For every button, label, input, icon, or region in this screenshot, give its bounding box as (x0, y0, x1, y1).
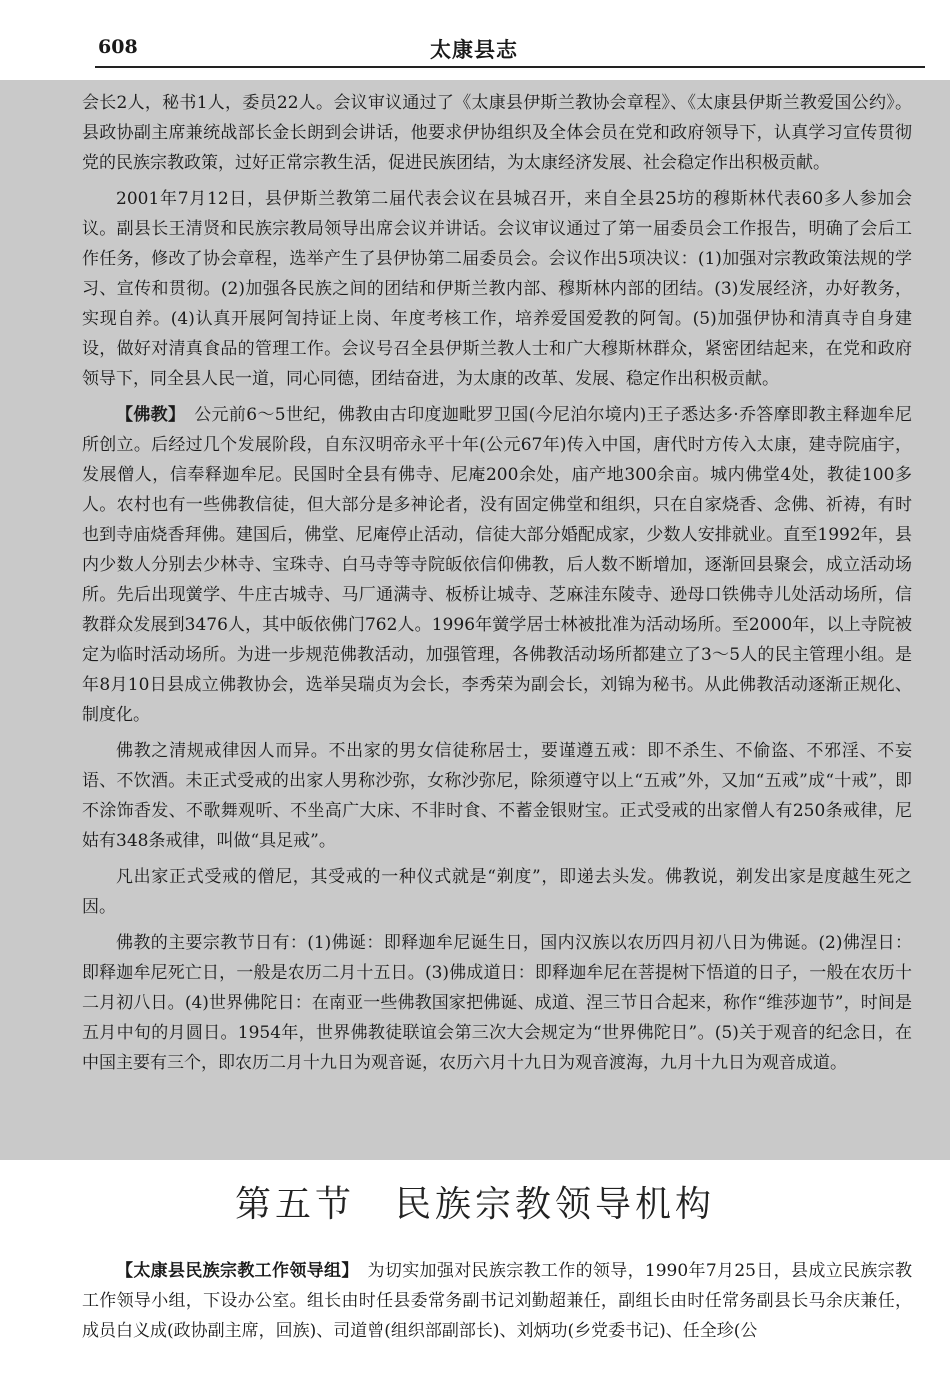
paragraph-islam-second-congress: 2001年7月12日，县伊斯兰教第二届代表会议在县城召开，来自全县25坊的穆斯林代表60多人参加会议。副县长王清贤和民族宗教局领导出席会议并讲话。会议审议通过了第一届委员会工作报告，明确了会后工作任务，修改了协会章程，选举产生了县伊协第二届委员会。会议作出5项决议：(1)加强对宗教政策法规的学习、宣传和贯彻。(2)加强各民族之间的团结和伊斯兰教内部、穆斯林内部的团结。(3)发展经济，办好教务，实现自养。(4)认真开展阿訇持证上岗、年度考核工作，培养爱国爱教的阿訇。(5)加强伊协和清真寺自身建设，做好对清真食品的管理工作。会议号召全县伊斯兰教人士和广大穆斯林群众，紧密团结起来，在党和政府领导下，同全县人民一道，同心同德，团结奋进，为太康的改革、发展、稳定作出积极贡献。 (82, 189, 912, 389)
paragraph-buddhism-precepts: 佛教之清规戒律因人而异。不出家的男女信徒称居士，要谨遵五戒：即不杀生、不偷盗、不邪淫、不妄语、不饮酒。未正式受戒的出家人男称沙弥，女称沙弥尼，除须遵守以上“五戒”外，又加“五戒”成“十戒”，即不涂饰香发、不歌舞观听、不坐高广大床、不非时食、不蓄金银财宝。正式受戒的出家僧人有250条戒律，尼姑有348条戒律，叫做“具足戒”。 (82, 741, 912, 851)
leadership-group-body: 为切实加强对民族宗教工作的领导，1990年7月25日，县成立民族宗教工作领导小组，下设办公室。组长由时任县委常务副书记刘勤超兼任，副组长由时任常务副县长马余庆兼任，成员白义成(政协副主席，回族)、司道曾(组织部副部长)、刘炳功(乡党委书记)、任全珍(公 (82, 1261, 912, 1341)
buddhism-intro-text: 公元前6～5世纪，佛教由古印度迦毗罗卫国(今尼泊尔境内)王子悉达多·乔答摩即教主释迦牟尼所创立。后经过几个发展阶段，自东汉明帝永平十年(公元67年)传入中国，唐代时方传入太康，建寺院庙宇，发展僧人，信奉释迦牟尼。民国时全县有佛寺、尼庵200余处，庙产地300余亩。城内佛堂4处，教徒100多人。农村也有一些佛教信徒，但大部分是多神论者，没有固定佛堂和组织，只在自家烧香、念佛、祈祷，有时也到寺庙烧香拜佛。建国后，佛堂、尼庵停止活动，信徒大部分婚配成家，少数人安排就业。直至1992年，县内少数人分别去少林寺、宝珠寺、白马寺等寺院皈依信仰佛教，后人数不断增加，逐渐回县聚会，成立活动场所。先后出现黉学、牛庄古城寺、马厂通满寺、板桥让城寺、芝麻洼东陵寺、逊母口铁佛寺儿处活动场所，信教群众发展到3476人，其中皈依佛门762人。1996年黉学居士林被批准为活动场所。至2000年，以上寺院被定为临时活动场所。为进一步规范佛教活动，加强管理，各佛教活动场所都建立了3～5人的民主管理小组。是年8月10日县成立佛教协会，选举吴瑞贞为会长，李秀荣为副会长，刘锦为秘书。从此佛教活动逐渐正规化、制度化。 (82, 405, 913, 725)
leadership-group-heading: 【太康县民族宗教工作领导组】 (116, 1261, 351, 1281)
leadership-group-text (82, 1256, 912, 1346)
running-title: 太康县志 (430, 37, 518, 62)
paragraph-islam-first-congress: 会长2人，秘书1人，委员22人。会议审议通过了《太康县伊斯兰教协会章程》、《太康县伊斯兰教爱国公约》。县政协副主席兼统战部长金长朗到会讲话，他要求伊协组织及全体会员在党和政府领导下，认真学习宣传贯彻党的民族宗教政策，过好正常宗教生活，促进民族团结，为太康经济发展、社会稳定作出积极贡献。 (82, 93, 912, 173)
header-rule (95, 66, 925, 68)
page-header (0, 0, 950, 80)
section-number: 第五节 (234, 1184, 355, 1225)
buddhism-heading: 【佛教】 (116, 405, 177, 425)
section-title: 民族宗教领导机构 (395, 1184, 716, 1225)
page-number: 608 (98, 36, 138, 58)
paragraph-buddhism-tonsure: 凡出家正式受戒的僧尼，其受戒的一种仪式就是“剃度”，即递去头发。佛教说，剃发出家是度越生死之因。 (82, 867, 912, 917)
paragraph-buddhism-festivals: 佛教的主要宗教节日有：(1)佛诞：即释迦牟尼诞生日，国内汉族以农历四月初八日为佛诞。(2)佛涅日：即释迦牟尼死亡日，一般是农历二月十五日。(3)佛成道日：即释迦牟尼在菩提树下悟道的日子，一般在农历十二月初八日。(4)世界佛陀日：在南亚一些佛教国家把佛诞、成道、涅三节日合起来，称作“维莎迦节”，时间是五月中旬的月圆日。1954年，世界佛教徒联谊会第三次大会规定为“世界佛陀日”。(5)关于观音的纪念日，在中国主要有三个，即农历二月十九日为观音诞，农历六月十九日为观音渡海，九月十九日为观音成道。 (82, 933, 912, 1073)
main-text (82, 88, 912, 1084)
section-heading (0, 1176, 950, 1227)
paragraph-leadership-group (82, 1256, 912, 1346)
paragraph-buddhism-intro (82, 400, 912, 730)
